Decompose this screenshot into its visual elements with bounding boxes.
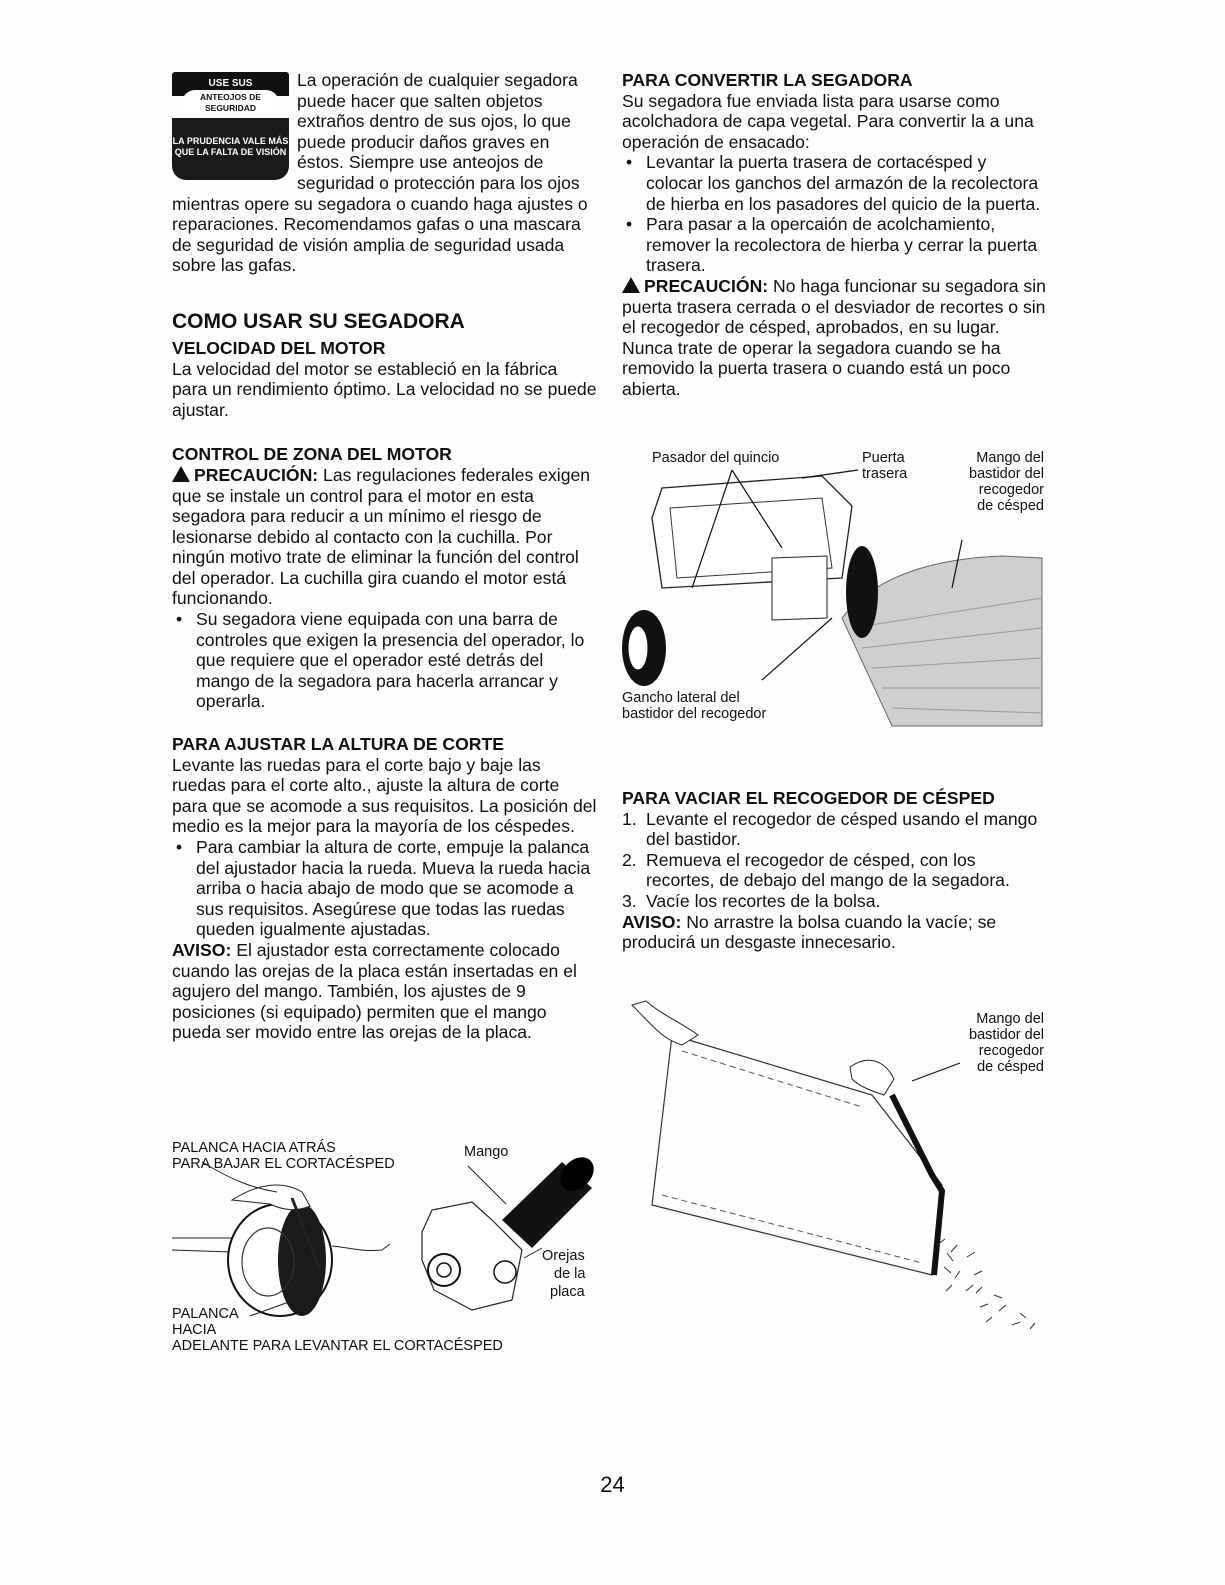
notice-label: AVISO: [172, 939, 232, 960]
lever-fwd-label-3: ADELANTE PARA LEVANTAR EL CORTACÉSPED [172, 1338, 503, 1354]
section-heading-use: COMO USAR SU SEGADORA [172, 309, 465, 333]
height-heading: PARA AJUSTAR LA ALTURA DE CORTE [172, 734, 504, 755]
door-label-2: trasera [862, 466, 908, 482]
height-adjuster-figure [172, 1140, 597, 1360]
speed-heading: VELOCIDAD DEL MOTOR [172, 337, 386, 358]
step-text: Vacíe los recortes de la bolsa. [646, 890, 881, 911]
list-item: • Su segadora viene equipada con una barra de controles que exigen la presencia del operador, lo que requiere que el operador esté detrás del mango de la segadora para hacerla arrancar y operarla. [172, 609, 597, 712]
empty-bag-figure [622, 995, 1047, 1335]
list-item: • Para cambiar la altura de corte, empuje la palanca del ajustador hacia la rueda. Mueva la rueda hacia arriba o hacia abajo de modo que se acomode a sus requisitos. Asegúrese que todas las ruedas queden igualmente ajustadas. [172, 837, 597, 940]
ears-label-3: placa [550, 1284, 585, 1300]
notice-label: AVISO: [622, 911, 682, 932]
lever-back-label-1: PALANCA HACIA ATRÁS [172, 1140, 336, 1156]
badge-mid-text: ANTEOJOS DE SEGURIDAD [182, 90, 279, 116]
frame-label-4: de césped [977, 1059, 1044, 1075]
warning-icon [172, 466, 190, 482]
frame-label-2: bastidor del [969, 466, 1044, 482]
step-number: 3. [622, 890, 637, 911]
height-adjuster-illustration [172, 1140, 597, 1360]
list-item [622, 891, 1047, 912]
lever-fwd-label-2: HACIA [172, 1322, 217, 1338]
step-text: Remueva el recogedor de césped, con los recortes, de debajo del mango de la segadora. [646, 849, 1010, 891]
list-item: • Levantar la puerta trasera de cortacésped y colocar los ganchos del armazón de la recolectora de hierba en los pasadores del quicio de la puerta. [622, 152, 1047, 214]
caution-label: PRECAUCIÓN: [644, 275, 769, 296]
frame-label-1: Mango del [976, 450, 1044, 466]
badge-bottom-text: LA PRUDENCIA VALE MÁS QUE LA FALTA DE VISIÓN [172, 118, 289, 180]
safety-glasses-badge [172, 72, 289, 180]
page-number: 24 [600, 1472, 625, 1497]
lever-back-label-2: PARA BAJAR EL CORTACÉSPED [172, 1156, 395, 1172]
step-text: Levante el recogedor de césped usando el mango del bastidor. [646, 808, 1038, 850]
notice-text: No arrastre la bolsa cuando la vacíe; se producirá un desgaste innecesario. [622, 911, 997, 953]
convert-caution [622, 276, 1047, 400]
step-number: 2. [622, 849, 637, 870]
frame-label-3: recogedor [978, 482, 1044, 498]
zone-caution [172, 465, 597, 609]
list-item [622, 809, 1047, 850]
list-item [622, 850, 1047, 891]
notice-text: El ajustador esta correctamente colocado cuando las orejas de la placa están insertadas en el agujero del mango. También, los ajustes de 9 posiciones (si equipado) permiten que el mango pueda ser movido entre las orejas de la placa. [172, 939, 577, 1043]
ears-label-1: Orejas [542, 1248, 585, 1264]
zone-heading: CONTROL DE ZONA DEL MOTOR [172, 444, 452, 465]
handle-label: Mango [464, 1144, 509, 1160]
caution-text: No haga funcionar su segadora sin puerta trasera cerrada o el desviador de recortes o sin el recogedor de césped, aprobados, en su lugar. Nunca trate de operar la segadora cuando se ha removido la puerta trasera o cuando está un poco abierta. [622, 275, 1046, 399]
empty-heading: PARA VACIAR EL RECOGEDOR DE CÉSPED [622, 788, 995, 808]
zone-caution-text: Las regulaciones federales exigen que se instale un control para el motor en esta segadora para reducir a un mínimo el riesgo de lesionarse debido al contacto con la cuchilla. Por ningún motivo trate de eliminar la función del control del operador. La cuchilla gira cuando el motor está funcionando. [172, 464, 591, 609]
badge-top-text: USE SUS [172, 72, 289, 96]
frame-label-4: de césped [977, 498, 1044, 514]
frame-label-3: recogedor [978, 1043, 1044, 1059]
hook-label-2: bastidor del recogedor [622, 706, 767, 722]
convert-text: Su segadora fue enviada lista para usarse como acolchadora de capa vegetal. Para convertir la a una operación de ensacado: [622, 90, 1034, 152]
empty-steps [622, 809, 1047, 912]
safety-intro: La operación de cualquier segadora puede hacer que salten objetos extraños dentro de sus ojos, lo que puede producir daños graves en éstos. Siempre use anteojos de seguridad o protección para los ojos mientras opere su segadora o cuando haga ajustes o reparaciones. Recomendamos gafas o una mascara de seguridad de visión amplia de seguridad usada sobre las gafas. [172, 70, 588, 276]
warning-icon [622, 277, 640, 293]
lever-fwd-label-1: PALANCA [172, 1306, 239, 1322]
left-column [172, 70, 597, 1043]
empty-notice [622, 912, 1047, 953]
door-label-1: Puerta [862, 450, 905, 466]
hinge-pin-label: Pasador del quincio [652, 450, 780, 466]
height-bullets [172, 837, 597, 940]
right-column-top [622, 70, 1047, 400]
hook-label-1: Gancho lateral del [622, 690, 740, 706]
frame-label-2: bastidor del [969, 1027, 1044, 1043]
convert-bullets [622, 152, 1047, 276]
height-text: Levante las ruedas para el corte bajo y baje las ruedas para el corte alto., ajuste la altura de corte para que se acomode a sus requisitos. La posición del medio es la mejor para la mayoría de los céspedes. [172, 754, 597, 837]
frame-label-1: Mango del [976, 1011, 1044, 1027]
grass-catcher-figure [622, 448, 1047, 728]
list-item: • Para pasar a la opercaión de acolchamiento, remover la recolectora de hierba y cerrar la puerta trasera. [622, 214, 1047, 276]
speed-text: La velocidad del motor se estableció en la fábrica para un rendimiento óptimo. La velocidad no se puede ajustar. [172, 358, 597, 420]
zone-caution-label: PRECAUCIÓN: [194, 464, 319, 485]
right-column-bottom [622, 788, 1047, 953]
ears-label-2: de la [554, 1266, 586, 1282]
zone-bullets [172, 609, 597, 712]
convert-heading: PARA CONVERTIR LA SEGADORA [622, 70, 913, 90]
height-notice [172, 940, 597, 1043]
step-number: 1. [622, 808, 637, 829]
